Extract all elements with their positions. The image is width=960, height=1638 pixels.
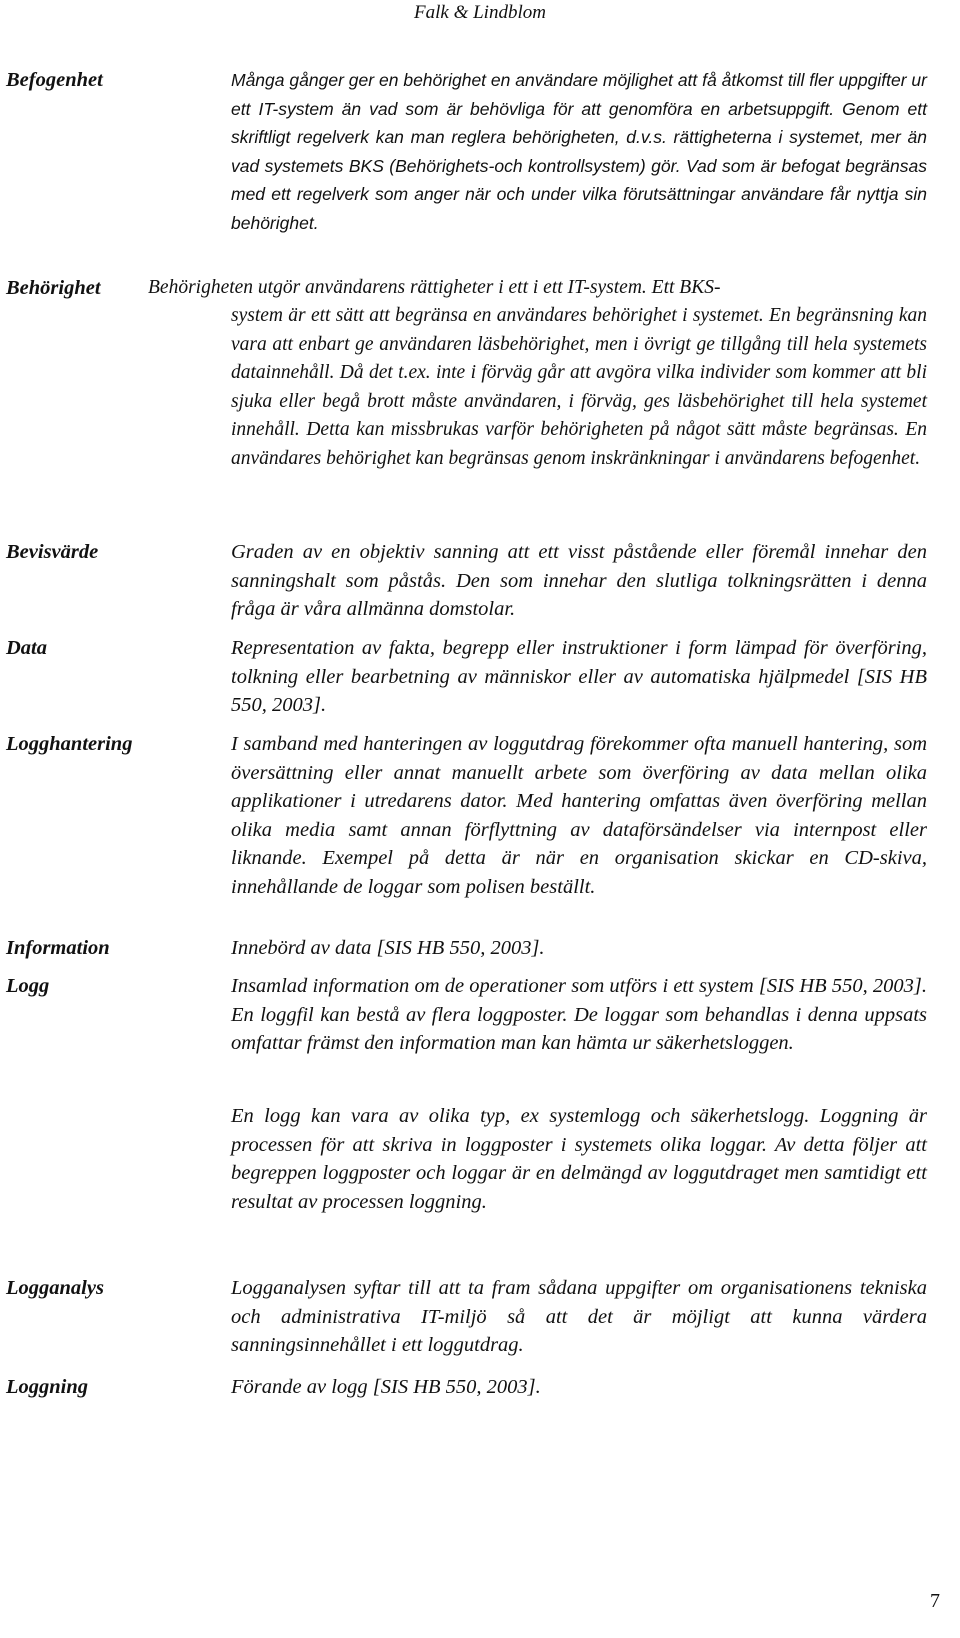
term-befogenhet: Befogenhet xyxy=(6,69,103,91)
term-logganalys: Logganalys xyxy=(6,1277,104,1299)
definition-befogenhet-text: Många gånger ger en behörighet en användare möjlighet att få åtkomst till fler uppgifter ur ett IT-system än vad som är behövliga för att genomföra en arbetsuppgift. Genom ett skriftligt regelverk kan man reglera behörigheten, d.v.s. rättigheterna i systemet, mer än vad systemets BKS (Behörighets-och kontrollsystem) gör. Vad som är befogat begränsas med ett regelverk som anger när och under vilka förutsättningar användare får nyttja sin behörighet. xyxy=(231,70,927,233)
definition-logg xyxy=(231,972,927,1058)
definition-logganalys: Logganalysen syftar till att ta fram sådana uppgifter om organisationens tekniska och administrativa IT-miljö så att det är möjligt att kunna värdera sanningsinnehållet i ett loggutdrag. xyxy=(231,1277,927,1356)
term-information: Information xyxy=(6,937,110,959)
term-behorighet: Behörighet xyxy=(6,277,101,299)
definition-behorighet-first-line: Behörigheten utgör användarens rättigheter i ett i ett IT-system. Ett BKS- xyxy=(148,277,721,298)
definition-data: Representation av fakta, begrepp eller instruktioner i form lämpad för överföring, tolkning eller bearbetning av människor eller av automatiska hjälpmedel [SIS HB 550, 2003]. xyxy=(231,637,927,716)
term-bevisvarde: Bevisvärde xyxy=(6,541,99,563)
term-logg: Logg xyxy=(6,975,50,997)
definition-logghantering: I samband med hanteringen av loggutdrag förekommer ofta manuell hantering, som översättning eller annat manuellt arbete som överföring av data mellan olika applikationer i utredarens dator. Med hantering omfattas även överföring mellan olika media samt annan förflyttning av dataförsändelser via internpost eller liknande. Exempel på detta är när en organisation skickar en CD-skiva, innehållande de loggar som polisen beställt. xyxy=(231,733,927,898)
definition-logg-continued xyxy=(231,1102,927,1216)
running-header: Falk & Lindblom xyxy=(414,2,546,23)
definition-logg-paragraph-2: En logg kan vara av olika typ, ex systemlogg och säkerhetslogg. Loggning är processen för att skriva in loggposter i systemets olika loggar. Av detta följer att begreppen loggposter och loggar är en delmängd av loggutdraget men samtidigt ett resultat av processen loggning. xyxy=(231,1105,927,1213)
definition-bevisvarde: Graden av en objektiv sanning att ett visst påstående eller föremål innehar den sanningshalt som påstås. Den som innehar den slutliga tolkningsrätten i denna fråga är våra allmänna domstolar. xyxy=(231,541,927,620)
definition-loggning: Förande av logg [SIS HB 550, 2003]. xyxy=(231,1376,541,1398)
term-loggning: Loggning xyxy=(6,1376,89,1398)
definition-logg-paragraph-1: Insamlad information om de operationer som utförs i ett system [SIS HB 550, 2003]. En loggfil kan bestå av flera loggposter. De loggar som behandlas i denna uppsats omfattar främst den information man kan hämta ur säkerhetsloggen. xyxy=(231,975,927,1054)
page-number: 7 xyxy=(930,1590,940,1612)
term-logghantering: Logghantering xyxy=(6,733,133,755)
term-data: Data xyxy=(6,637,47,659)
definition-information: Innebörd av data [SIS HB 550, 2003]. xyxy=(231,937,545,959)
definition-behorighet-rest: system är ett sätt att begränsa en användares behörighet i systemet. En begränsning kan vara att enbart ge användaren läsbehörighet, men i övrigt ge tillgång till hela systemets datainnehåll. Då det t.ex. inte i förväg går att avgöra vilka individer som kommer att bli sjuka eller begå brott måste användaren, i förväg, ges läsbehörighet till hela systemet innehåll. Detta kan missbrukas varför behörigheten på något sätt måste begränsas. En användares behörighet kan begränsas genom inskränkningar i användarens befogenhet. xyxy=(231,305,927,469)
definition-befogenhet xyxy=(231,66,927,237)
